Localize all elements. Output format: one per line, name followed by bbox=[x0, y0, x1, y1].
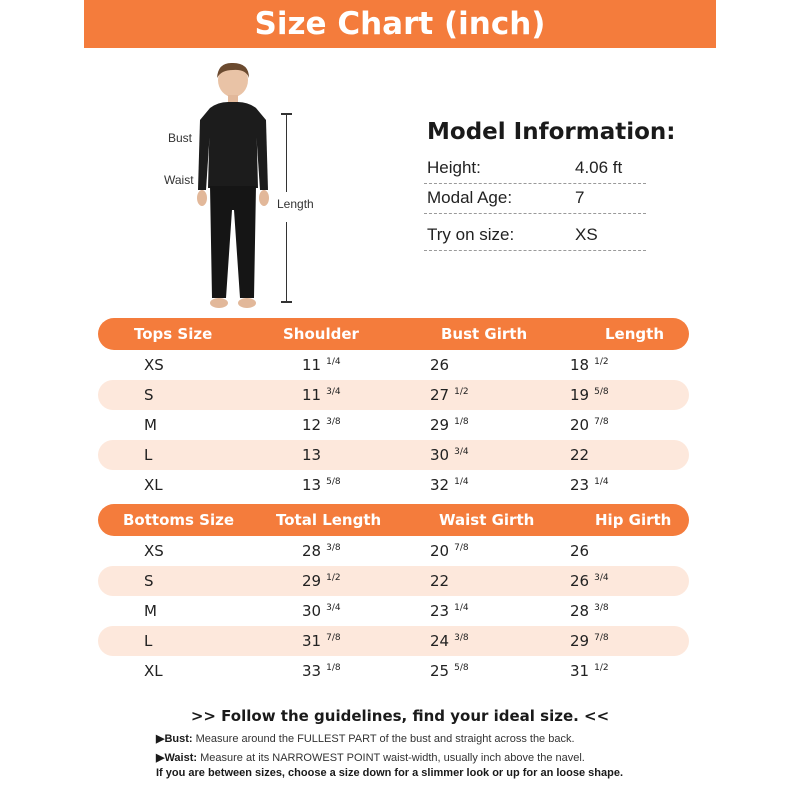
cell-fraction: 3/8 bbox=[454, 633, 469, 643]
cell-fraction: 1/4 bbox=[326, 357, 341, 367]
tops-size-table bbox=[98, 318, 689, 500]
cell-fraction: 5/8 bbox=[454, 663, 469, 673]
cell-whole: S bbox=[144, 572, 154, 590]
column-header: Total Length bbox=[276, 511, 382, 529]
table-cell bbox=[248, 542, 398, 560]
table-cell bbox=[398, 602, 548, 620]
table-cell bbox=[548, 416, 689, 434]
table-row bbox=[98, 440, 689, 470]
cell-fraction: 1/2 bbox=[594, 663, 609, 673]
info-value: XS bbox=[575, 225, 598, 244]
table-cell bbox=[398, 356, 548, 374]
cell-whole: 18 bbox=[570, 356, 590, 374]
table-row bbox=[98, 350, 689, 380]
cell-whole: 11 bbox=[302, 356, 322, 374]
table-cell bbox=[248, 476, 398, 494]
table-cell bbox=[98, 542, 248, 560]
cell-whole: 22 bbox=[570, 446, 590, 464]
cell-fraction: 1/2 bbox=[326, 573, 341, 583]
cell-fraction: 3/4 bbox=[326, 387, 341, 397]
table-cell bbox=[548, 572, 689, 590]
length-label: Length bbox=[277, 197, 314, 211]
table-row bbox=[98, 410, 689, 440]
length-cap-top bbox=[281, 113, 292, 115]
cell-whole: 29 bbox=[570, 632, 590, 650]
table-cell bbox=[248, 416, 398, 434]
cell-whole: XL bbox=[144, 662, 163, 680]
table-cell bbox=[398, 632, 548, 650]
cell-whole: 25 bbox=[430, 662, 450, 680]
table-cell bbox=[98, 416, 248, 434]
cell-whole: 28 bbox=[570, 602, 590, 620]
info-row-height bbox=[424, 154, 646, 184]
cell-fraction: 1/2 bbox=[454, 387, 469, 397]
table-row bbox=[98, 566, 689, 596]
cell-whole: 28 bbox=[302, 542, 322, 560]
cell-fraction: 7/8 bbox=[454, 543, 469, 553]
table-cell bbox=[98, 386, 248, 404]
cell-fraction: 7/8 bbox=[594, 633, 609, 643]
column-header: Length bbox=[605, 325, 664, 343]
waist-note-text: Measure at its NARROWEST POINT waist-width, usually inch above the navel. bbox=[197, 752, 585, 764]
waist-note bbox=[156, 751, 585, 764]
bottoms-table-header bbox=[98, 504, 689, 536]
table-row bbox=[98, 656, 689, 686]
table-cell bbox=[98, 476, 248, 494]
table-row bbox=[98, 470, 689, 500]
table-cell bbox=[98, 602, 248, 620]
table-cell bbox=[398, 446, 548, 464]
cell-whole: S bbox=[144, 386, 154, 404]
table-cell bbox=[248, 446, 398, 464]
info-label: Modal Age: bbox=[427, 188, 513, 207]
table-cell bbox=[248, 572, 398, 590]
table-cell bbox=[248, 602, 398, 620]
bust-note-text: Measure around the FULLEST PART of the bust and straight across the back. bbox=[192, 733, 575, 745]
table-cell bbox=[98, 662, 248, 680]
cell-whole: 29 bbox=[302, 572, 322, 590]
cell-whole: 31 bbox=[570, 662, 590, 680]
column-header: Tops Size bbox=[134, 325, 213, 343]
table-cell bbox=[548, 542, 689, 560]
cell-whole: L bbox=[144, 632, 153, 650]
cell-whole: XS bbox=[144, 356, 164, 374]
cell-fraction: 3/8 bbox=[326, 417, 341, 427]
table-row bbox=[98, 380, 689, 410]
table-cell bbox=[548, 356, 689, 374]
table-cell bbox=[398, 386, 548, 404]
column-header: Bottoms Size bbox=[123, 511, 235, 529]
cell-fraction: 7/8 bbox=[594, 417, 609, 427]
model-info-title: Model Information: bbox=[427, 119, 676, 145]
table-row bbox=[98, 596, 689, 626]
waist-label: Waist bbox=[164, 173, 194, 187]
table-cell bbox=[248, 386, 398, 404]
column-header: Bust Girth bbox=[441, 325, 528, 343]
info-value: 4.06 ft bbox=[575, 158, 623, 177]
table-cell bbox=[548, 386, 689, 404]
cell-fraction: 3/8 bbox=[326, 543, 341, 553]
table-cell bbox=[398, 416, 548, 434]
cell-whole: 27 bbox=[430, 386, 450, 404]
table-cell bbox=[398, 572, 548, 590]
table-cell bbox=[548, 446, 689, 464]
table-cell bbox=[98, 356, 248, 374]
cell-whole: M bbox=[144, 416, 157, 434]
size-advice: If you are between sizes, choose a size down for a slimmer look or up for an loose shape. bbox=[156, 767, 624, 779]
waist-note-term: ▶Waist: bbox=[156, 752, 198, 764]
tops-table-header bbox=[98, 318, 689, 350]
bust-label: Bust bbox=[168, 131, 193, 145]
cell-whole: 32 bbox=[430, 476, 450, 494]
cell-whole: 30 bbox=[302, 602, 322, 620]
model-figure bbox=[188, 60, 278, 320]
table-cell bbox=[548, 632, 689, 650]
cell-fraction: 1/2 bbox=[594, 357, 609, 367]
table-cell bbox=[98, 572, 248, 590]
table-row bbox=[98, 536, 689, 566]
cell-whole: 29 bbox=[430, 416, 450, 434]
table-cell bbox=[548, 476, 689, 494]
cell-whole: 26 bbox=[570, 542, 590, 560]
bust-note-term: ▶Bust: bbox=[156, 733, 193, 745]
cell-whole: 33 bbox=[302, 662, 322, 680]
cell-whole: 13 bbox=[302, 446, 322, 464]
cell-whole: XS bbox=[144, 542, 164, 560]
guideline-text: >> Follow the guidelines, find your ideal size. << bbox=[190, 707, 610, 725]
cell-fraction: 1/4 bbox=[594, 477, 609, 487]
column-header: Hip Girth bbox=[595, 511, 672, 529]
info-label: Try on size: bbox=[427, 225, 515, 244]
cell-fraction: 7/8 bbox=[326, 633, 341, 643]
table-cell bbox=[548, 602, 689, 620]
cell-whole: 22 bbox=[430, 572, 450, 590]
table-cell bbox=[248, 662, 398, 680]
cell-whole: L bbox=[144, 446, 153, 464]
bottoms-size-table bbox=[98, 504, 689, 686]
page-title: Size Chart (inch) bbox=[84, 0, 716, 48]
cell-whole: 24 bbox=[430, 632, 450, 650]
cell-whole: 30 bbox=[430, 446, 450, 464]
cell-fraction: 3/8 bbox=[594, 603, 609, 613]
cell-whole: M bbox=[144, 602, 157, 620]
table-row bbox=[98, 626, 689, 656]
info-value: 7 bbox=[575, 188, 585, 207]
cell-whole: 31 bbox=[302, 632, 322, 650]
cell-whole: 20 bbox=[570, 416, 590, 434]
table-cell bbox=[398, 542, 548, 560]
cell-whole: 11 bbox=[302, 386, 322, 404]
cell-whole: XL bbox=[144, 476, 163, 494]
column-header: Waist Girth bbox=[439, 511, 535, 529]
column-header: Shoulder bbox=[283, 325, 359, 343]
cell-whole: 12 bbox=[302, 416, 322, 434]
cell-whole: 19 bbox=[570, 386, 590, 404]
table-cell bbox=[398, 476, 548, 494]
cell-fraction: 3/4 bbox=[326, 603, 341, 613]
info-row-age bbox=[424, 184, 646, 214]
table-cell bbox=[548, 662, 689, 680]
cell-fraction: 5/8 bbox=[326, 477, 341, 487]
cell-whole: 26 bbox=[570, 572, 590, 590]
info-label: Height: bbox=[427, 158, 481, 177]
table-cell bbox=[98, 632, 248, 650]
info-row-size bbox=[424, 221, 646, 251]
length-cap-bottom bbox=[281, 301, 292, 303]
table-cell bbox=[248, 632, 398, 650]
cell-whole: 20 bbox=[430, 542, 450, 560]
bust-note bbox=[156, 732, 575, 745]
table-cell bbox=[398, 662, 548, 680]
table-cell bbox=[98, 446, 248, 464]
cell-fraction: 1/4 bbox=[454, 477, 469, 487]
cell-fraction: 5/8 bbox=[594, 387, 609, 397]
cell-fraction: 1/8 bbox=[326, 663, 341, 673]
cell-whole: 26 bbox=[430, 356, 450, 374]
cell-fraction: 1/4 bbox=[454, 603, 469, 613]
cell-fraction: 3/4 bbox=[454, 447, 469, 457]
cell-fraction: 3/4 bbox=[594, 573, 609, 583]
cell-fraction: 1/8 bbox=[454, 417, 469, 427]
table-cell bbox=[248, 356, 398, 374]
cell-whole: 23 bbox=[570, 476, 590, 494]
cell-whole: 23 bbox=[430, 602, 450, 620]
cell-whole: 13 bbox=[302, 476, 322, 494]
